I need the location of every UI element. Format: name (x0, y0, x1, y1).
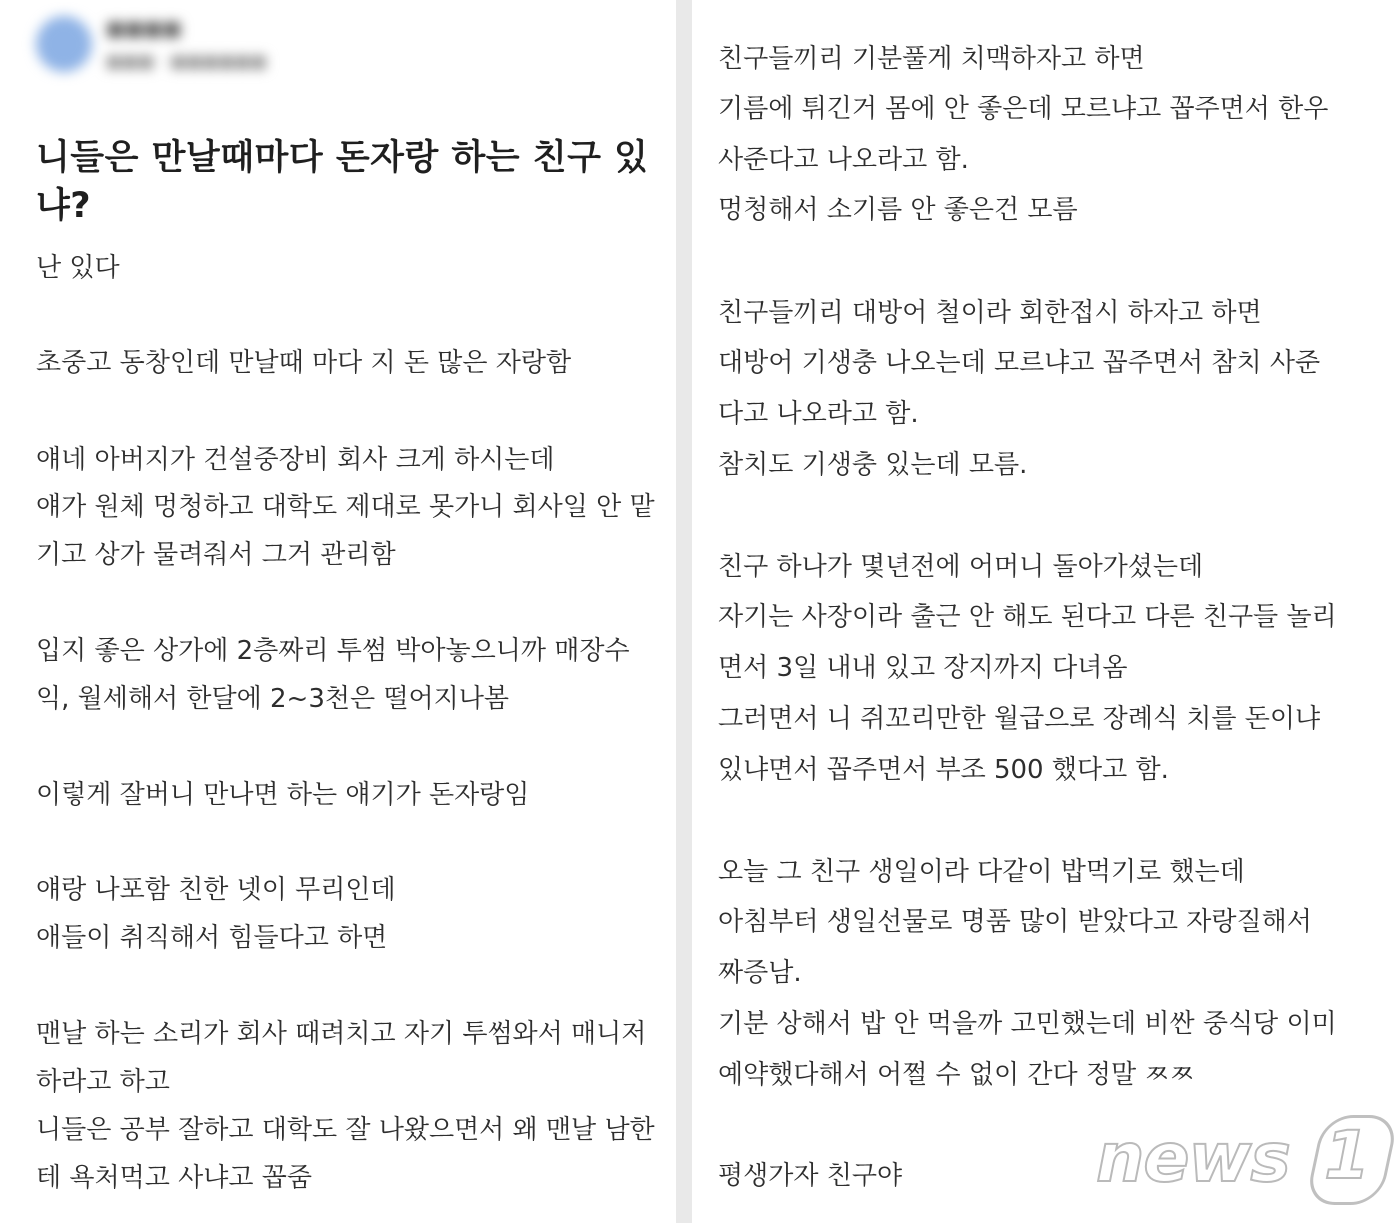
watermark-text: news (1096, 1119, 1290, 1198)
body-line: 맨날 하는 소리가 회사 때려치고 자기 투썸와서 매니저 (36, 1019, 647, 1049)
watermark-badge-number: 1 (1324, 1117, 1370, 1194)
body-line: 얘가 원체 멍청하고 대학도 제대로 못가니 회사일 안 맡 (36, 492, 655, 522)
body-line: 멍청해서 소기름 안 좋은건 모름 (718, 195, 1078, 225)
body-line: 예약했다해서 어쩔 수 없이 간다 정말 ㅉㅉ (718, 1060, 1195, 1090)
body-line: 기고 상가 물려줘서 그거 관리함 (36, 540, 396, 570)
body-line: 기름에 튀긴거 몸에 안 좋은데 모르냐고 꼽주면서 한우 (718, 94, 1329, 124)
body-line: 다고 나오라고 함. (718, 399, 919, 429)
body-line: 친구들끼리 대방어 철이라 회한접시 하자고 하면 (718, 298, 1262, 328)
author-name-blurred: ■■■■ (106, 16, 182, 40)
body-line: 사준다고 나오라고 함. (718, 145, 969, 175)
body-line: 초중고 동창인데 만날때 마다 지 돈 많은 자랑함 (36, 348, 572, 378)
author-header (34, 10, 394, 80)
body-line: 아침부터 생일선물로 명품 많이 받았다고 자랑질해서 (718, 907, 1312, 937)
post-title: 니들은 만날때마다 돈자랑 하는 친구 있냐? (36, 138, 649, 226)
body-line: 얘랑 나포함 친한 넷이 무리인데 (36, 875, 396, 905)
author-meta-blurred: ■■■ · ■■■■■■ (106, 52, 267, 72)
body-line: 그러면서 니 쥐꼬리만한 월급으로 장례식 치를 돈이냐 (718, 704, 1321, 734)
body-line: 자기는 사장이라 출근 안 해도 된다고 다른 친구들 놀리 (718, 602, 1337, 632)
body-line: 참치도 기생충 있는데 모름. (718, 450, 1028, 480)
body-line: 테 욕처먹고 사냐고 꼽줌 (36, 1163, 312, 1193)
body-line: 짜증남. (718, 958, 802, 988)
body-line: 얘네 아버지가 건설중장비 회사 크게 하시는데 (36, 445, 555, 475)
body-line: 입지 좋은 상가에 2층짜리 투썸 박아놓으니까 매장수 (36, 636, 630, 666)
body-line: 친구들끼리 기분풀게 치맥하자고 하면 (718, 44, 1145, 74)
body-line: 평생가자 친구야 (718, 1161, 903, 1191)
body-line: 익, 월세해서 한달에 2~3천은 떨어지나봄 (36, 684, 509, 714)
body-line: 있냐면서 꼽주면서 부조 500 했다고 함. (718, 755, 1169, 785)
right-panel (692, 0, 1400, 1223)
body-line: 오늘 그 친구 생일이라 다같이 밥먹기로 했는데 (718, 857, 1245, 887)
panel-divider (676, 0, 692, 1223)
body-line: 친구 하나가 몇년전에 어머니 돌아가셨는데 (718, 552, 1204, 582)
news1-watermark (1096, 1115, 1396, 1205)
left-panel (0, 0, 676, 1223)
avatar (36, 16, 92, 72)
body-line: 니들은 공부 잘하고 대학도 잘 나왔으면서 왜 맨날 남한 (36, 1115, 655, 1145)
body-line: 대방어 기생충 나오는데 모르냐고 꼽주면서 참치 사준 (718, 348, 1321, 378)
body-line: 기분 상해서 밥 안 먹을까 고민했는데 비싼 중식당 이미 (718, 1009, 1337, 1039)
body-line: 이렇게 잘버니 만나면 하는 얘기가 돈자랑임 (36, 780, 530, 810)
body-line: 면서 3일 내내 있고 장지까지 다녀옴 (718, 653, 1128, 683)
body-line: 난 있다 (36, 253, 120, 283)
body-line: 애들이 취직해서 힘들다고 하면 (36, 923, 388, 953)
body-line: 하라고 하고 (36, 1067, 170, 1097)
